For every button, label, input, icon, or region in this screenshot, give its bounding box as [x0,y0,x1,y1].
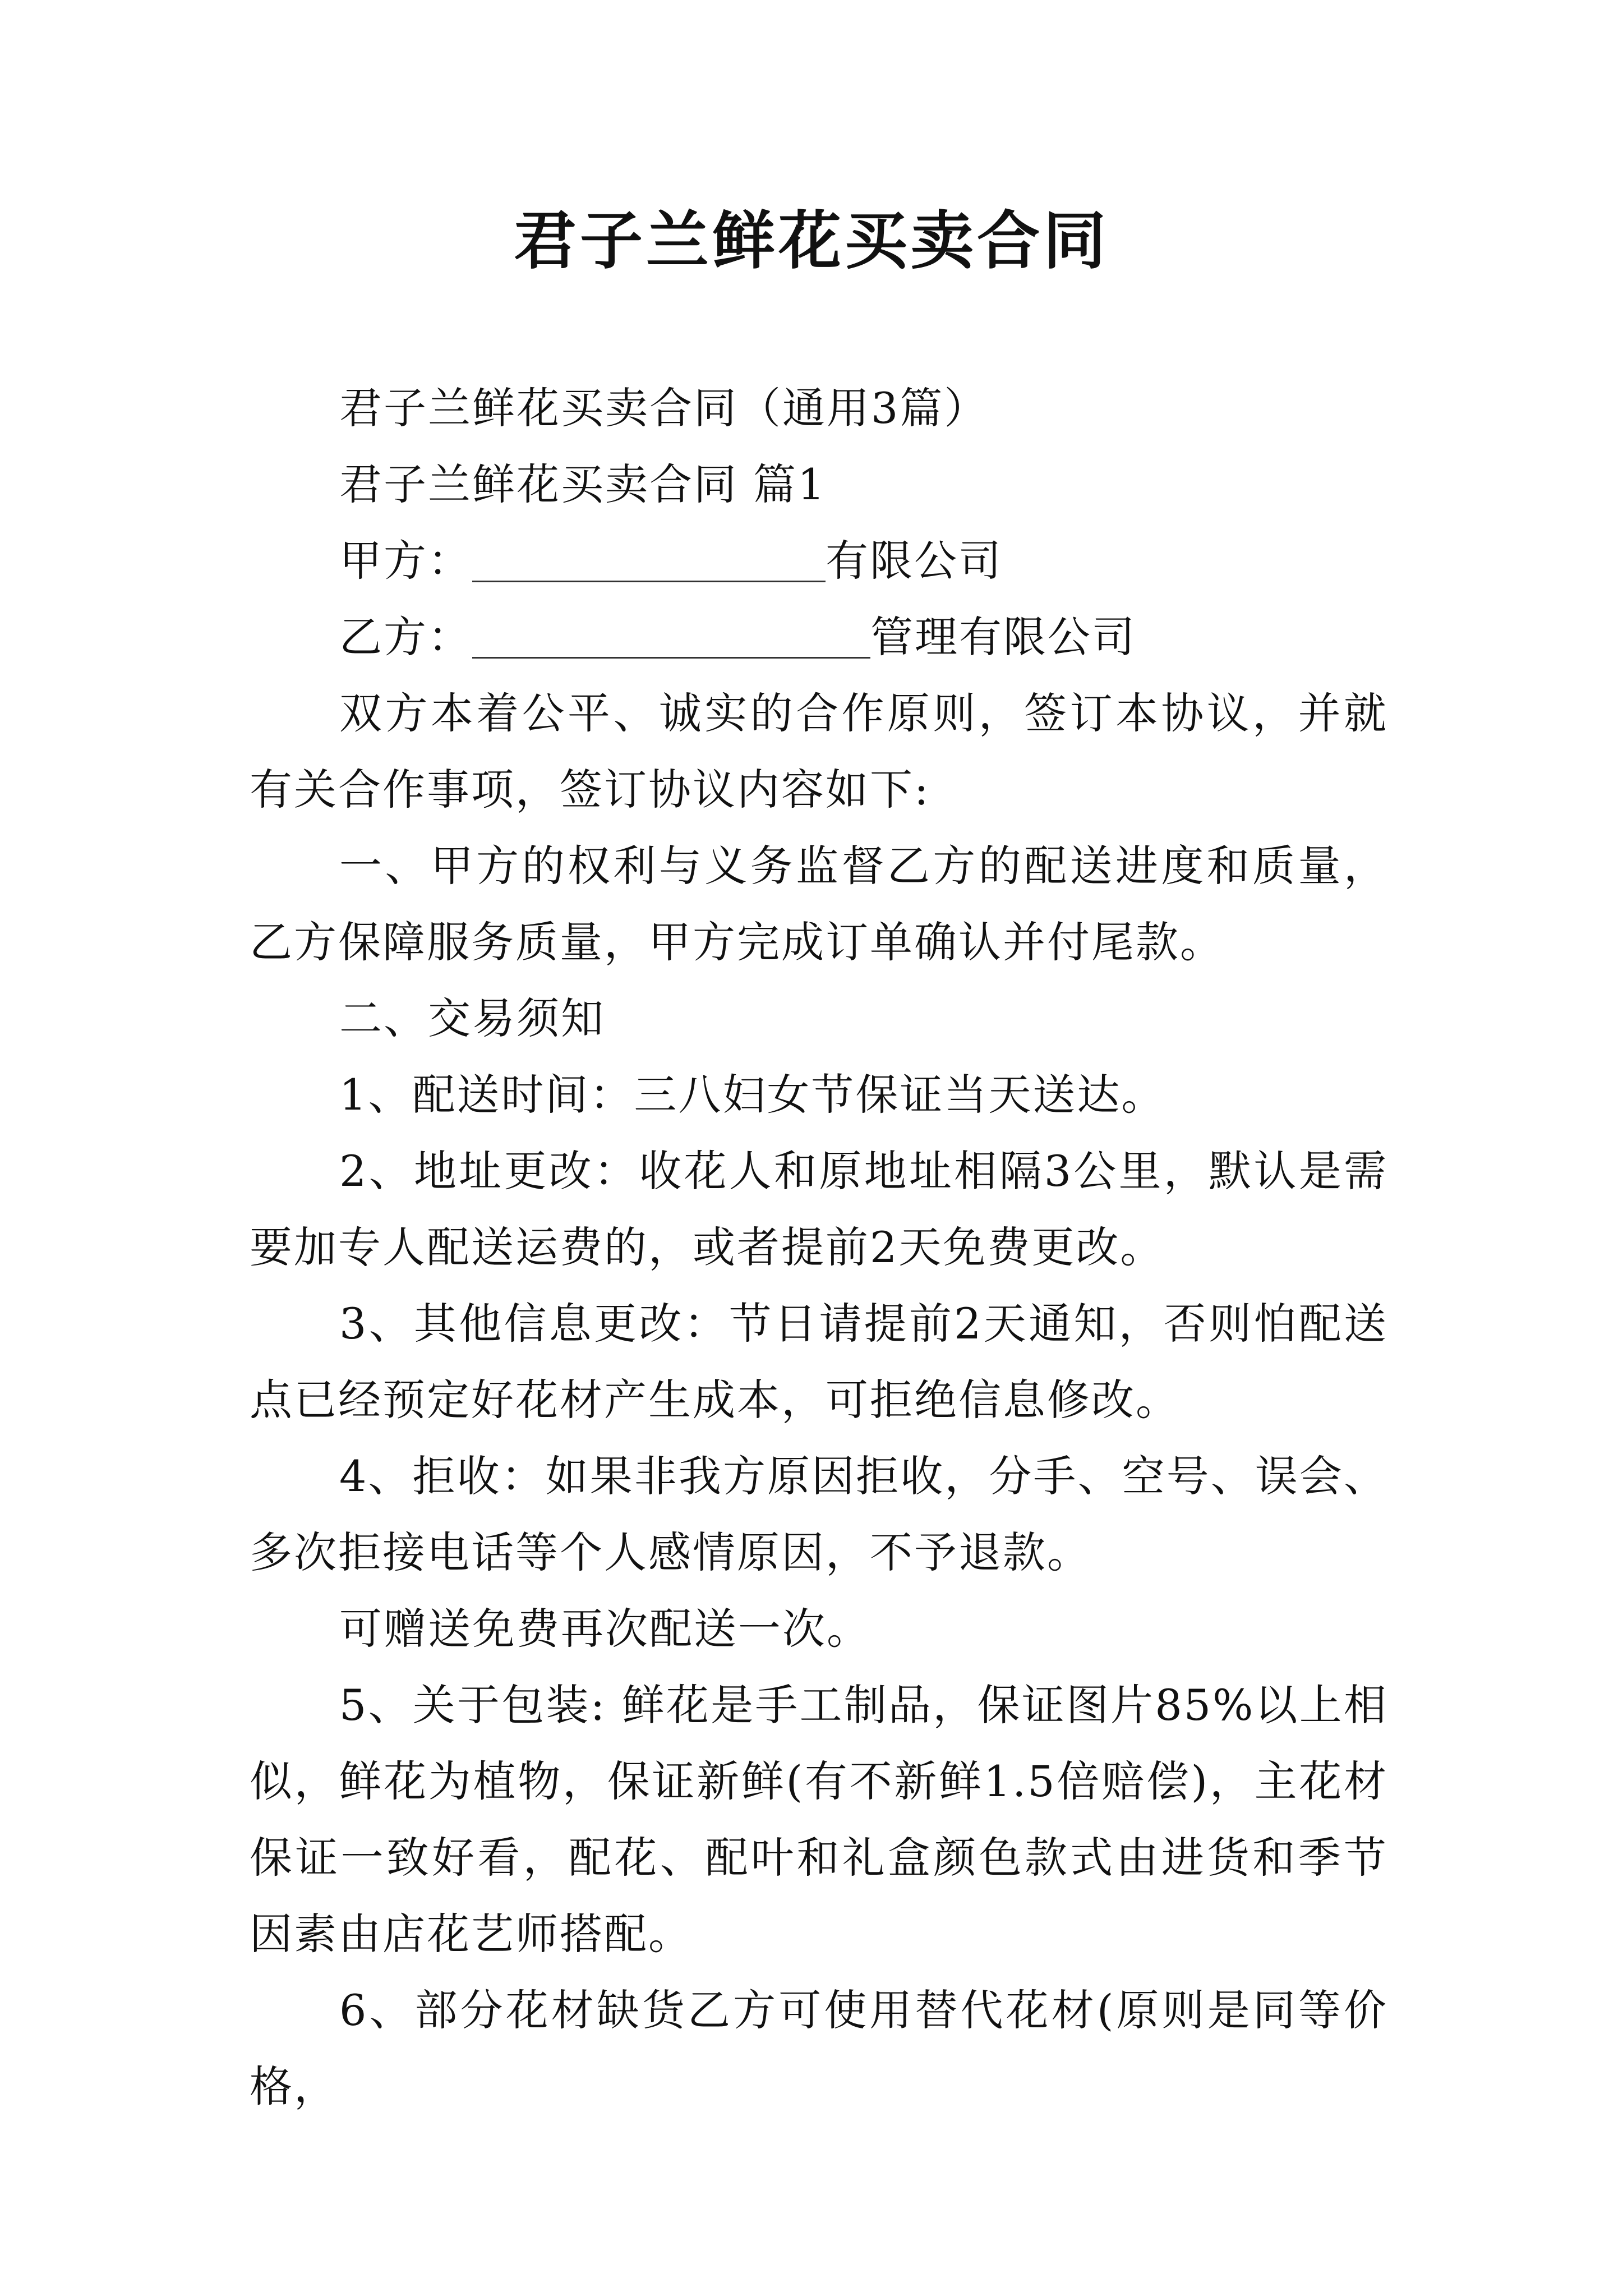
party-b-label: 乙方： [339,612,472,662]
subtitle-paragraph: 君子兰鲜花买卖合同（通用3篇） [339,383,989,433]
party-b-suffix: 管理有限公司 [870,612,1136,662]
party-b-blank [472,618,870,659]
party-b-line [250,599,1388,675]
intro-paragraph: 双方本着公平、诚实的合作原则，签订本协议，并就有关合作事项，签订协议内容如下: [250,688,1388,815]
item-3-paragraph: 3、其他信息更改：节日请提前2天通知，否则怕配送点已经预定好花材产生成本，可拒绝信息修改。 [250,1299,1388,1425]
clause-2-heading: 二、交易须知 [339,993,605,1043]
item-5-paragraph: 5、关于包装: 鲜花是手工制品，保证图片85%以上相似，鲜花为植物，保证新鲜(有不新鲜1.5倍赔偿)，主花材保证一致好看，配花、配叶和礼盒颜色款式由进货和季节因素由店花艺师搭配。 [250,1680,1388,1959]
party-a-blank [472,541,826,582]
clause-1-paragraph: 一、甲方的权利与义务监督乙方的配送进度和质量，乙方保障服务质量，甲方完成订单确认并付尾款。 [250,841,1388,967]
item-1-paragraph: 1、配送时间：三八妇女节保证当天送达。 [339,1070,1166,1120]
item-4-paragraph: 4、拒收：如果非我方原因拒收，分手、空号、误会、多次拒接电话等个人感情原因，不予退款。 [250,1451,1388,1577]
party-a-suffix: 有限公司 [826,536,1003,586]
part-heading: 君子兰鲜花买卖合同 篇1 [339,459,827,509]
document-title: 君子兰鲜花买卖合同 [514,204,1109,278]
item-4-note-paragraph: 可赠送免费再次配送一次。 [339,1604,871,1654]
party-a-line [250,523,1388,599]
party-a-label: 甲方： [339,536,472,586]
item-2-paragraph: 2、地址更改：收花人和原地址相隔3公里，默认是需要加专人配送运费的，或者提前2天免费更改。 [250,1146,1388,1272]
document-body [250,370,1388,2125]
item-6-paragraph: 6、部分花材缺货乙方可使用替代花材(原则是同等价格， [250,1985,1388,2111]
